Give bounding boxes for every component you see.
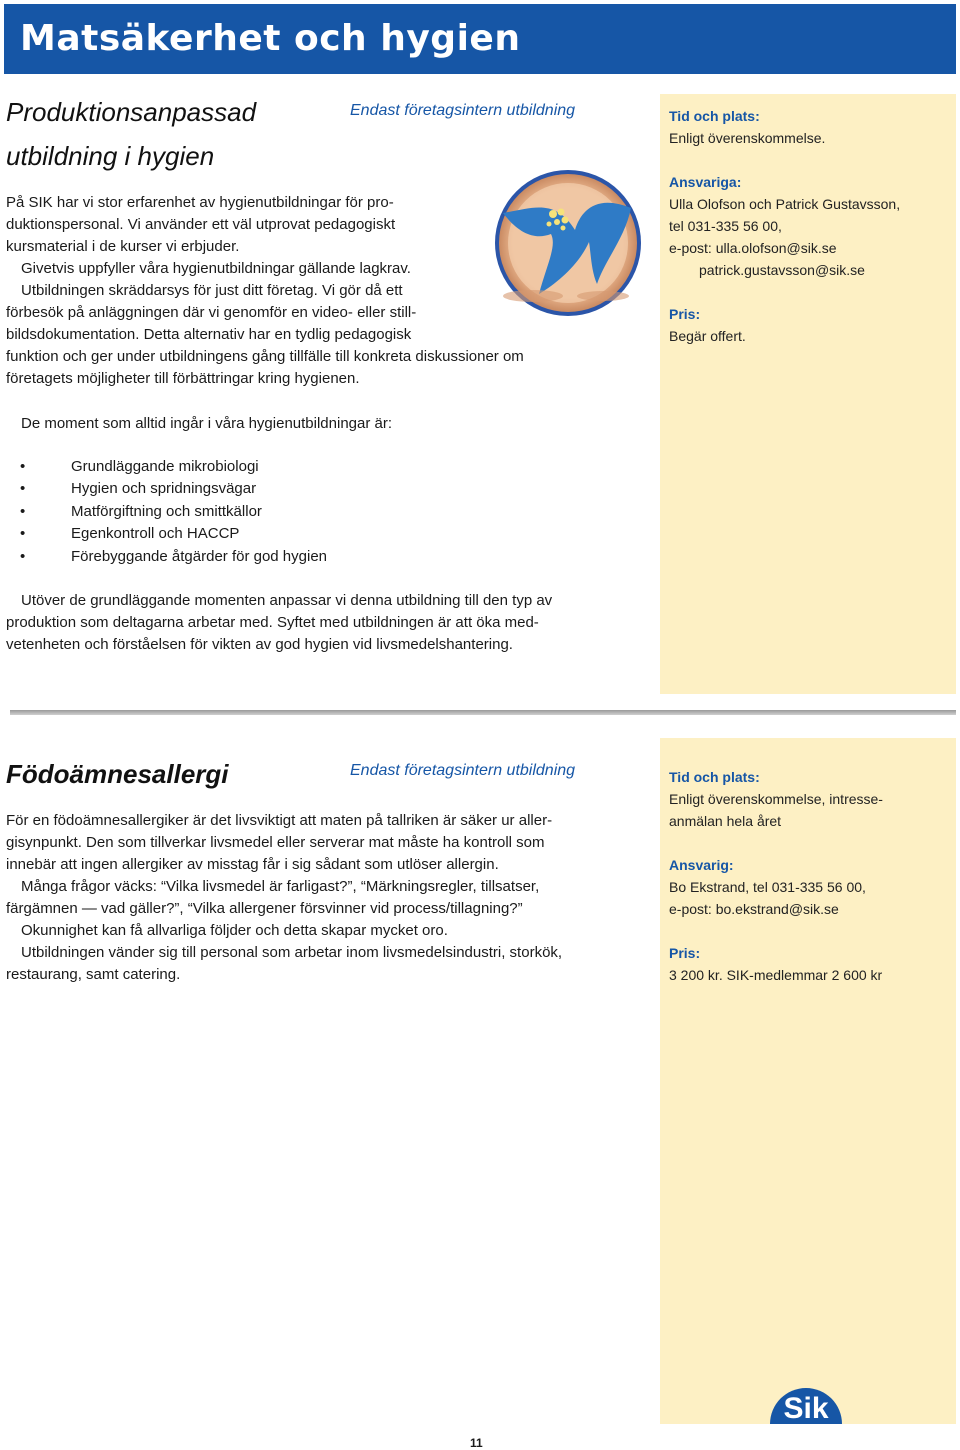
allergy-paragraph <box>6 810 562 986</box>
list-item <box>20 478 327 500</box>
text-line: duktionspersonal. Vi använder ett väl utprovat pedagogiskt <box>6 216 396 233</box>
info-sidebar-allergy <box>660 738 956 1424</box>
time-value: Enligt överenskommelse. <box>669 130 826 146</box>
bullet-icon: • <box>20 525 26 543</box>
text-line: Utbildningen vänder sig till personal som arbetar inom livsmedelsindustri, storkök, <box>21 944 563 961</box>
responsible-line: Ulla Olofson och Patrick Gustavsson, <box>669 196 901 212</box>
bullet-icon: • <box>20 502 26 520</box>
text-line: kursmaterial i de kurser vi erbjuder. <box>6 238 240 255</box>
section-title <box>6 90 256 178</box>
page-number: 11 <box>470 1436 483 1450</box>
responsible-line: Bo Ekstrand, tel 031-335 56 00, <box>669 879 866 895</box>
info-sidebar-hygiene <box>660 94 956 694</box>
text-line: funktion och ger under utbildningens gång tillfälle till konkreta diskussioner om <box>6 348 524 365</box>
bullet-icon: • <box>20 480 26 498</box>
list-item-text: Hygien och spridningsvägar <box>71 480 257 498</box>
page-title: Matsäkerhet och hygien <box>20 18 521 59</box>
list-item-text: Förebyggande åtgärder för god hygien <box>71 547 328 565</box>
moments-list <box>20 456 327 568</box>
page-header <box>4 4 956 74</box>
text-line: innebär att ingen allergiker av misstag får i sig sådant som utlöser allergin. <box>6 856 499 873</box>
list-item <box>20 546 327 568</box>
price-label: Pris: <box>669 306 701 322</box>
outro-paragraph <box>6 590 552 656</box>
text-line: bildsdokumentation. Detta alternativ har en tydlig pedagogisk <box>6 326 412 343</box>
price-value: Begär offert. <box>669 328 746 344</box>
list-item-text: Grundläggande mikrobiologi <box>71 458 259 475</box>
list-item <box>20 501 327 523</box>
text-line: Utöver de grundläggande momenten anpassar vi denna utbildning till den typ av <box>21 592 553 609</box>
text-line: Utbildningen skräddarsys för just ditt företag. Vi gör då ett <box>21 282 403 299</box>
section-title-line: Produktionsanpassad <box>6 97 257 127</box>
list-item-text: Egenkontroll och HACCP <box>71 525 240 543</box>
moments-intro: De moment som alltid ingår i våra hygienutbildningar är: <box>21 415 393 432</box>
list-item <box>20 523 327 545</box>
price-label: Pris: <box>669 945 701 961</box>
bullet-icon: • <box>20 458 26 475</box>
text-line: Många frågor väcks: “Vilka livsmedel är farligast?”, “Märkningsregler, tillsatser, <box>21 878 540 895</box>
text-line: vetenheten och förståelsen för vikten av god hygien vid livsmedelshantering. <box>6 636 513 653</box>
text-line: företagets möjligheter till förbättringar kring hygienen. <box>6 370 360 387</box>
intro-paragraph <box>6 192 524 390</box>
text-line: förbesök på anläggningen där vi genomför en video- eller still- <box>6 304 417 321</box>
sik-logo <box>770 1374 842 1424</box>
text-line: produktion som deltagarna arbetar med. Syftet med utbildningen är att öka med- <box>6 614 539 631</box>
time-value: Enligt överenskommelse, intresse- <box>669 791 883 807</box>
sidebar-content <box>669 105 900 347</box>
text-line: gisynpunkt. Den som tillverkar livsmedel eller serverar mat måste ha kontroll som <box>6 834 545 851</box>
time-label: Tid och plats: <box>669 769 760 785</box>
time-value: anmälan hela året <box>669 813 782 829</box>
section-divider <box>10 710 956 715</box>
email-link[interactable]: patrick.gustavsson@sik.se <box>699 262 865 278</box>
email-link[interactable]: e-post: bo.ekstrand@sik.se <box>669 901 839 917</box>
price-value: 3 200 kr. SIK-medlemmar 2 600 kr <box>669 967 883 983</box>
time-label: Tid och plats: <box>669 108 760 124</box>
text-line: På SIK har vi stor erfarenhet av hygienutbildningar för pro- <box>6 194 394 211</box>
text-line: färgämnen — vad gäller?”, “Vilka allergener försvinner vid process/tillagning?” <box>6 900 523 917</box>
responsible-label: Ansvariga: <box>669 174 742 190</box>
responsible-line: tel 031-335 56 00, <box>669 218 782 234</box>
list-item <box>20 456 327 478</box>
bullet-icon: • <box>20 547 26 565</box>
text-line: För en födoämnesallergiker är det livsviktigt att maten på tallriken är säker ur aller- <box>6 812 553 829</box>
internal-only-tag: Endast företagsintern utbildning <box>350 762 576 779</box>
list-item-text: Matförgiftning och smittkällor <box>71 502 262 520</box>
section-title-line: utbildning i hygien <box>6 141 215 171</box>
text-line: restaurang, samt catering. <box>6 966 181 983</box>
responsible-label: Ansvarig: <box>669 857 734 873</box>
internal-only-tag: Endast företagsintern utbildning <box>350 102 576 119</box>
text-line: Givetvis uppfyller våra hygienutbildningar gällande lagkrav. <box>21 260 411 277</box>
text-line: Okunnighet kan få allvarliga följder och detta skapar mycket oro. <box>21 922 448 939</box>
section-title: Födoämnesallergi <box>6 759 229 789</box>
sidebar-content <box>669 766 883 986</box>
sik-logo-text: Sik <box>783 1392 829 1424</box>
email-link[interactable]: e-post: ulla.olofson@sik.se <box>669 240 837 256</box>
